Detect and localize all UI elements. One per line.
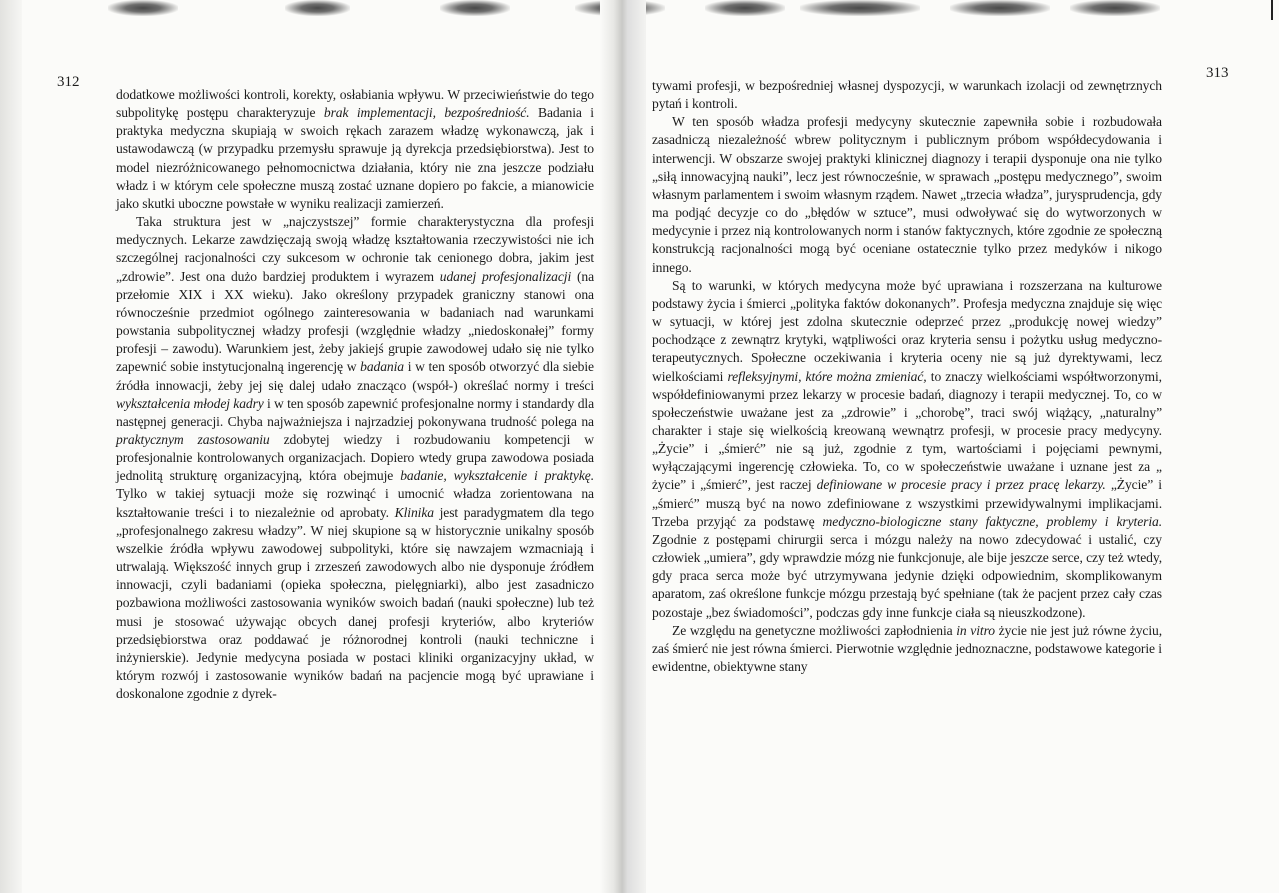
text-run: tywami profesji, w bezpośredniej własnej dyspozycji, w warunkach izolacji od zewnętrznych pytań i kontroli. xyxy=(652,78,1162,112)
book-gutter xyxy=(600,0,646,893)
scan-left-edge xyxy=(0,0,22,893)
text-run: zdobytej wiedzy i rozbudowaniu kompetencji w profesjonalnie kontrolowanych organizacjach. Dopiero wtedy grupa zawodowa posiada jednolitą strukturę organizacyjną, która obejmuje xyxy=(116,431,594,484)
text-run: i w ten sposób otworzyć dla siebie źródła innowacji, żeby jej się dalej udało znacząco (współ-) określać normy i treści xyxy=(116,359,594,393)
italic-run: brak implementacji, bezpośredniość. xyxy=(323,105,530,121)
right-page-text xyxy=(652,77,1162,676)
text-run: i w ten sposób zapewnić profesjonalne normy i standardy dla następnej generacji. Chyba najważniejsza i najrzadziej pokonywana trudność polega na xyxy=(116,395,594,429)
paragraph xyxy=(652,77,1162,113)
italic-run: praktycznym zastosowaniu xyxy=(116,431,270,447)
text-run: jest paradygmatem dla tego „profesjonalnego zakresu władzy”. W niej skupione są w historycznie unikalny sposób wszelkie źródła wpływu zawodowej subpolityki, które się nawzajem wzmacniają i utrwalają. Większość innych grup i zrzeszeń zawodowych albo nie dysponuje źródłem innowacji, czyli badaniami (opieka społeczna, pielęgniarki), albo jest zasadniczo pozbawiona możliwości zastosowania wyników swoich badań (nauki społeczne) lub też musi je stosować używając obcych danej profesji kryteriów, albo kryteriów przedsiębiorstwa oraz poddawać je różnorodnej kontroli (nauki techniczne i inżynierskie). Jedynie medycyna posiada w postaci kliniki organizacyjny układ, w którym rozwój i zastosowanie wyników badań na pacjencie mogą być uprawiane i doskonalone zgodnie z dyrek- xyxy=(116,504,594,702)
text-run: to znaczy wielkościami współtworzonymi, współdefiniowanymi przez lekarzy w procesie badań, diagnozy i terapii medycznej. To, co w społeczeństwie uważane jest za „zdrowie” i „chorobę”, traci swój wiążący, „naturalny” charakter i staje się wielkością kreowaną wewnątrz profesji, w procesie pracy medycyny. „Życie” i „śmierć” nie są już, zgodnie z tym, wartościami i pojęciami pewnymi, wyłączającymi ingerencję człowieka. To, co w społeczeństwie uważane i uznane jest za „ życie” i „śmierć”, jest raczej xyxy=(652,368,1162,493)
scan-artifact xyxy=(108,0,178,16)
italic-run: badanie, wykształcenie i praktykę. xyxy=(400,468,595,484)
paragraph xyxy=(652,277,1162,622)
text-run: Zgodnie z postępami chirurgii serca i mózgu należy na nowo zdecydować i ustalić, czy człowiek „umiera”, gdy wprawdzie mózg nie funkcjonuje, ale bije jeszcze serce, czy też wtedy, gdy praca serca może być utrzymywana jedynie dzięki odpowiednim, skomplikowanym aparatom, zaś określone funkcje mózgu przestają być spełniane (tak że pacjent przez cały czas pozostaje „bez świadomości”, podczas gdy inne funkcje ciała są nieuszkodzone). xyxy=(652,531,1162,620)
paragraph xyxy=(652,622,1162,676)
scan-artifact xyxy=(705,0,785,16)
page-number-right: 313 xyxy=(1206,65,1229,81)
italic-run: refleksyjnymi, które można zmieniać, xyxy=(727,368,927,384)
text-run: Taka struktura jest w „najczystszej” formie charakterystyczna dla profesji medycznych. Lekarze zawdzięczają swoją władzę kształtowania rzeczywistości nie ich szczególnej racjonalności czy sukcesom w ochronie tak cenionego dobra, jakim jest „zdrowie”. Jest ona dużo bardziej produktem i wyrazem xyxy=(116,214,594,284)
paragraph xyxy=(652,113,1162,276)
scan-artifact xyxy=(440,0,510,16)
italic-run: udanej profesjonalizacji xyxy=(439,268,572,284)
paragraph xyxy=(116,86,594,213)
text-run: Są to warunki, w których medycyna może być uprawiana i rozszerzana na kulturowe podstawy życia i śmierci „polityka faktów dokonanych”. Profesja medyczna znajduje się więc w sytuacji, w której jest zdolna skutecznie odeprzeć przez „produkcję nowej wiedzy” pochodzące z zewnątrz krytyki, wątpliwości oraz kryteria sensu i pożytku usług medyczno-terapeutycznych. Społeczne oczekiwania i kryteria oceny nie są już dyrektywami, lecz wielkościami xyxy=(652,277,1162,384)
text-run: „Życie” i „śmierć” muszą być na nowo zdefiniowane z wszystkimi przewidywalnymi implikacjami. Trzeba przyjąć za podstawę xyxy=(652,477,1162,529)
text-run: Tylko w takiej sytuacji może się rozwinąć i umocnić władza zorientowana na kształtowanie treści i to niezależnie od aprobaty. xyxy=(116,486,594,520)
left-page-text xyxy=(116,86,594,703)
italic-run: badania xyxy=(360,359,404,375)
text-run: (na przełomie XIX i XX wieku). Jako określony przypadek graniczny stanowi ona równocześnie przedmiot ogólnego zainteresowania w badaniach nad warunkami powstania subpolitycznej władzy profesji (względnie władzy „niedoskonałej” formy profesji – zawodu). Warunkiem jest, żeby jakiejś grupie zawodowej udało się nie tylko zapewnić sobie instytucjonalną ingerencję w xyxy=(116,268,594,375)
italic-run: medyczno-biologiczne stany faktyczne, problemy i kryteria. xyxy=(822,513,1162,529)
text-run: życie nie jest już równe życiu, zaś śmierć nie jest równa śmierci. Pierwotnie względnie jednoznaczne, podstawowe kategorie i ewidentne, obiektywne stany xyxy=(652,622,1163,674)
text-run: Badania i praktyka medyczna skupiają w swoich rękach zarazem władzę wykonawczą, jak i ustawodawczą (w przypadku przemysłu sprawuje ją dyrekcja przedsiębiorstwa). Jest to model niezróżnicowanego pełnomocnictwa działania, który nie zna jeszcze podziału władz i w którym cele społeczne muszą zostać uznane dopiero po fakcie, a mianowicie jako skutki uboczne powstałe w wyniku realizacji zamierzeń. xyxy=(116,105,594,211)
text-run: Ze względu na genetyczne możliwości zapłodnienia xyxy=(672,622,957,638)
text-run: W ten sposób władza profesji medycyny skutecznie zapewniła sobie i rozbudowała zasadniczą niezależność wbrew politycznym i publicznym próbom współdecydowania i interwencji. W obszarze swojej praktyki klinicznej diagnozy i terapii dysponuje ona nie tylko „siłą innowacyjną nauki”, lecz jest równocześnie, w sprawach „postępu medycznego”, swoim własnym parlamentem i swoim własnym rządem. Nawet „trzecia władza”, jurysprudencja, gdy ma podjąć decyzje co do „błędów w sztuce”, musi odwoływać się do wytworzonych w medycynie i przez nią kontrolowanych norm i stanów faktycznych, które zgodnie ze społeczną konstrukcją racjonalności mogą być oceniane ostatecznie tylko przez medyków i nikogo innego. xyxy=(652,114,1162,275)
scan-artifact xyxy=(285,0,350,16)
scan-artifact xyxy=(800,0,920,16)
scan-right-mark xyxy=(1271,0,1273,20)
italic-run: Klinika xyxy=(394,504,434,520)
page-number-left: 312 xyxy=(57,74,80,90)
paragraph xyxy=(116,213,594,703)
italic-run: wykształcenia młodej kadry xyxy=(116,395,264,411)
text-run: dodatkowe możliwości kontroli, korekty, osłabiania wpływu. W przeciwieństwie do tego subpolitykę postępu charakteryzuje xyxy=(116,87,594,121)
italic-run: in vitro xyxy=(956,622,995,638)
italic-run: definiowane w procesie pracy i przez pracę lekarzy. xyxy=(816,477,1106,493)
scan-artifact xyxy=(1070,0,1160,16)
scan-artifact xyxy=(950,0,1050,16)
